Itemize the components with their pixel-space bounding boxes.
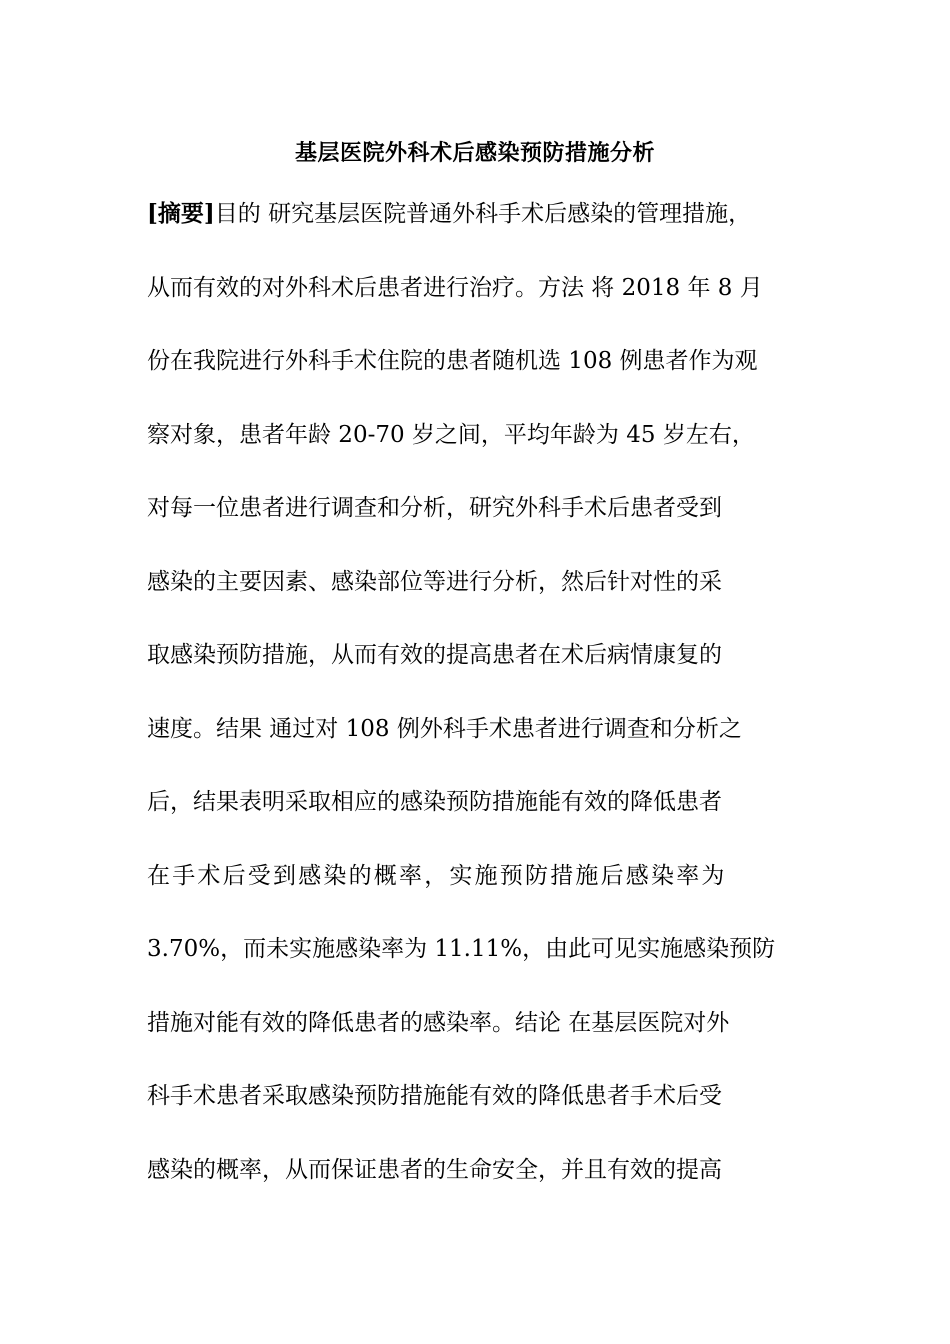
abstract-line [147, 194, 827, 268]
abstract-body [147, 194, 827, 1223]
document-title: 基层医院外科术后感染预防措施分析 [294, 140, 655, 166]
abstract-line: 速度。结果 通过对 108 例外科手术患者进行调查和分析之 [147, 715, 742, 742]
abstract-line: 感染的概率，从而保证患者的生命安全，并且有效的提高 [147, 1156, 722, 1183]
abstract-line: 措施对能有效的降低患者的感染率。结论 在基层医院对外 [147, 1009, 730, 1036]
abstract-line: 份在我院进行外科手术住院的患者随机选 108 例患者作为观 [147, 348, 758, 374]
abstract-line: 科手术患者采取感染预防措施能有效的降低患者手术后受 [147, 1083, 722, 1109]
abstract-line: 后，结果表明采取相应的感染预防措施能有效的降低患者 [147, 789, 722, 815]
abstract-label: [摘要] [147, 200, 215, 227]
abstract-line-text: 目的 研究基层医院普通外科手术后感染的管理措施， [214, 201, 752, 227]
abstract-line: 取感染预防措施，从而有效的提高患者在术后病情康复的 [147, 642, 722, 668]
abstract-line: 在手术后受到感染的概率，实施预防措施后感染率为 [147, 862, 727, 889]
abstract-line: 从而有效的对外科术后患者进行治疗。方法 将 2018 年 8 月 [147, 274, 763, 301]
abstract-line: 3.70%，而未实施感染率为 11.11%，由此可见实施感染预防 [147, 936, 776, 962]
abstract-line: 感染的主要因素、感染部位等进行分析，然后针对性的采 [147, 568, 722, 595]
abstract-line: 对每一位患者进行调查和分析，研究外科手术后患者受到 [147, 495, 722, 521]
abstract-line: 察对象，患者年龄 20-70 岁之间，平均年龄为 45 岁左右， [147, 421, 755, 448]
